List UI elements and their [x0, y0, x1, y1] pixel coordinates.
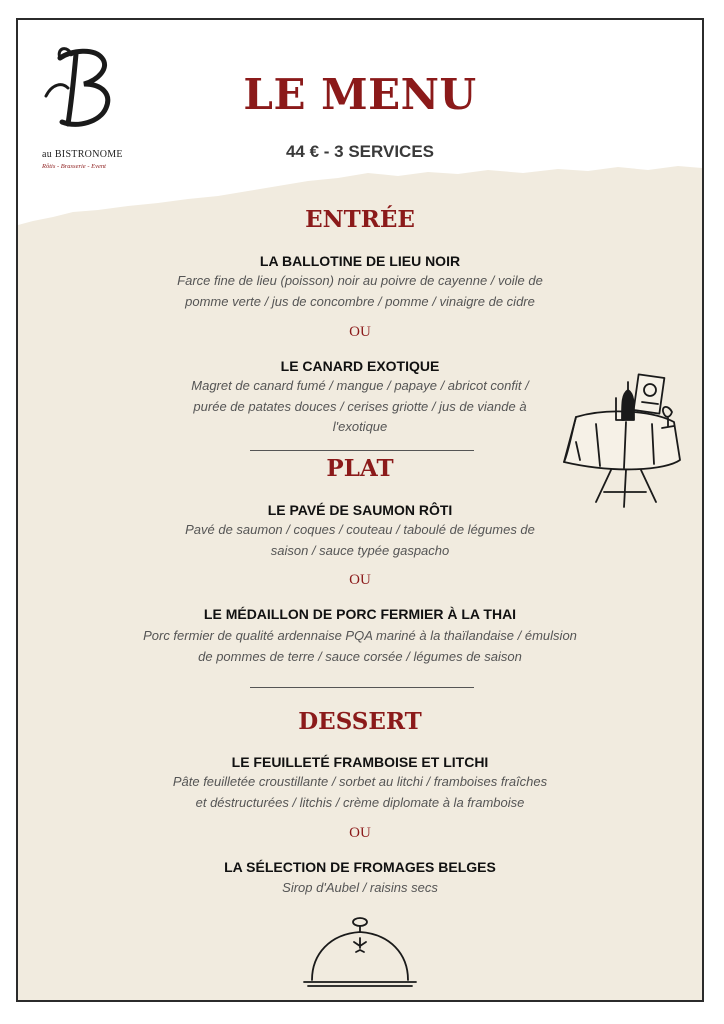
- separator-line: [250, 687, 474, 688]
- dish-name: LA BALLOTINE DE LIEU NOIR: [259, 253, 461, 269]
- or-label: OU: [349, 825, 371, 841]
- or-label: OU: [349, 324, 371, 340]
- dish-name: LE PAVÉ DE SAUMON RÔTI: [267, 502, 453, 518]
- dish-description: Sirop d'Aubel / raisins secs: [282, 880, 438, 895]
- dish-description: Porc fermier de qualité ardennaise PQA mariné à la thaïlandaise / émulsion de pommes de terre / sauce corsée / légumes de saison: [143, 628, 577, 664]
- menu-title: LE MENU: [243, 70, 477, 119]
- logo-name: au BISTRONOME: [42, 149, 123, 160]
- or-label: OU: [349, 572, 371, 588]
- separator-line: [250, 450, 474, 451]
- table-with-wine-icon: [556, 362, 686, 512]
- menu-price: 44 € - 3 SERVICES: [285, 142, 435, 161]
- section-title-dessert: DESSERT: [298, 708, 422, 735]
- logo-tagline: Rôtis - Brasserie - Event: [42, 163, 106, 170]
- dish-name: LE MÉDAILLON DE PORC FERMIER À LA THAI: [203, 606, 517, 622]
- dish-description: Magret de canard fumé / mangue / papaye / abricot confit / purée de patates douces / cerises griotte / jus de viande à l'exotique: [191, 378, 529, 434]
- dish-description: Pâte feuilletée croustillante / sorbet au litchi / framboises fraîches et déstructurées / litchis / crème diplomate à la framboise: [172, 774, 548, 810]
- dish-name: LE FEUILLETÉ FRAMBOISE ET LITCHI: [231, 754, 489, 770]
- menu-card: [16, 18, 704, 1002]
- dish-name: LA SÉLECTION DE FROMAGES BELGES: [224, 859, 496, 875]
- dish-description: Farce fine de lieu (poisson) noir au poivre de cayenne / voile de pomme verte / jus de concombre / pomme / vinaigre de cidre: [177, 273, 543, 309]
- cloche-icon: [298, 912, 422, 992]
- dish-name: LE CANARD EXOTIQUE: [280, 358, 440, 374]
- section-title-plat: PLAT: [326, 455, 394, 482]
- section-title-entree: ENTRÉE: [305, 206, 415, 233]
- dish-description: Pavé de saumon / coques / couteau / taboulé de légumes de saison / sauce typée gaspacho: [185, 522, 535, 558]
